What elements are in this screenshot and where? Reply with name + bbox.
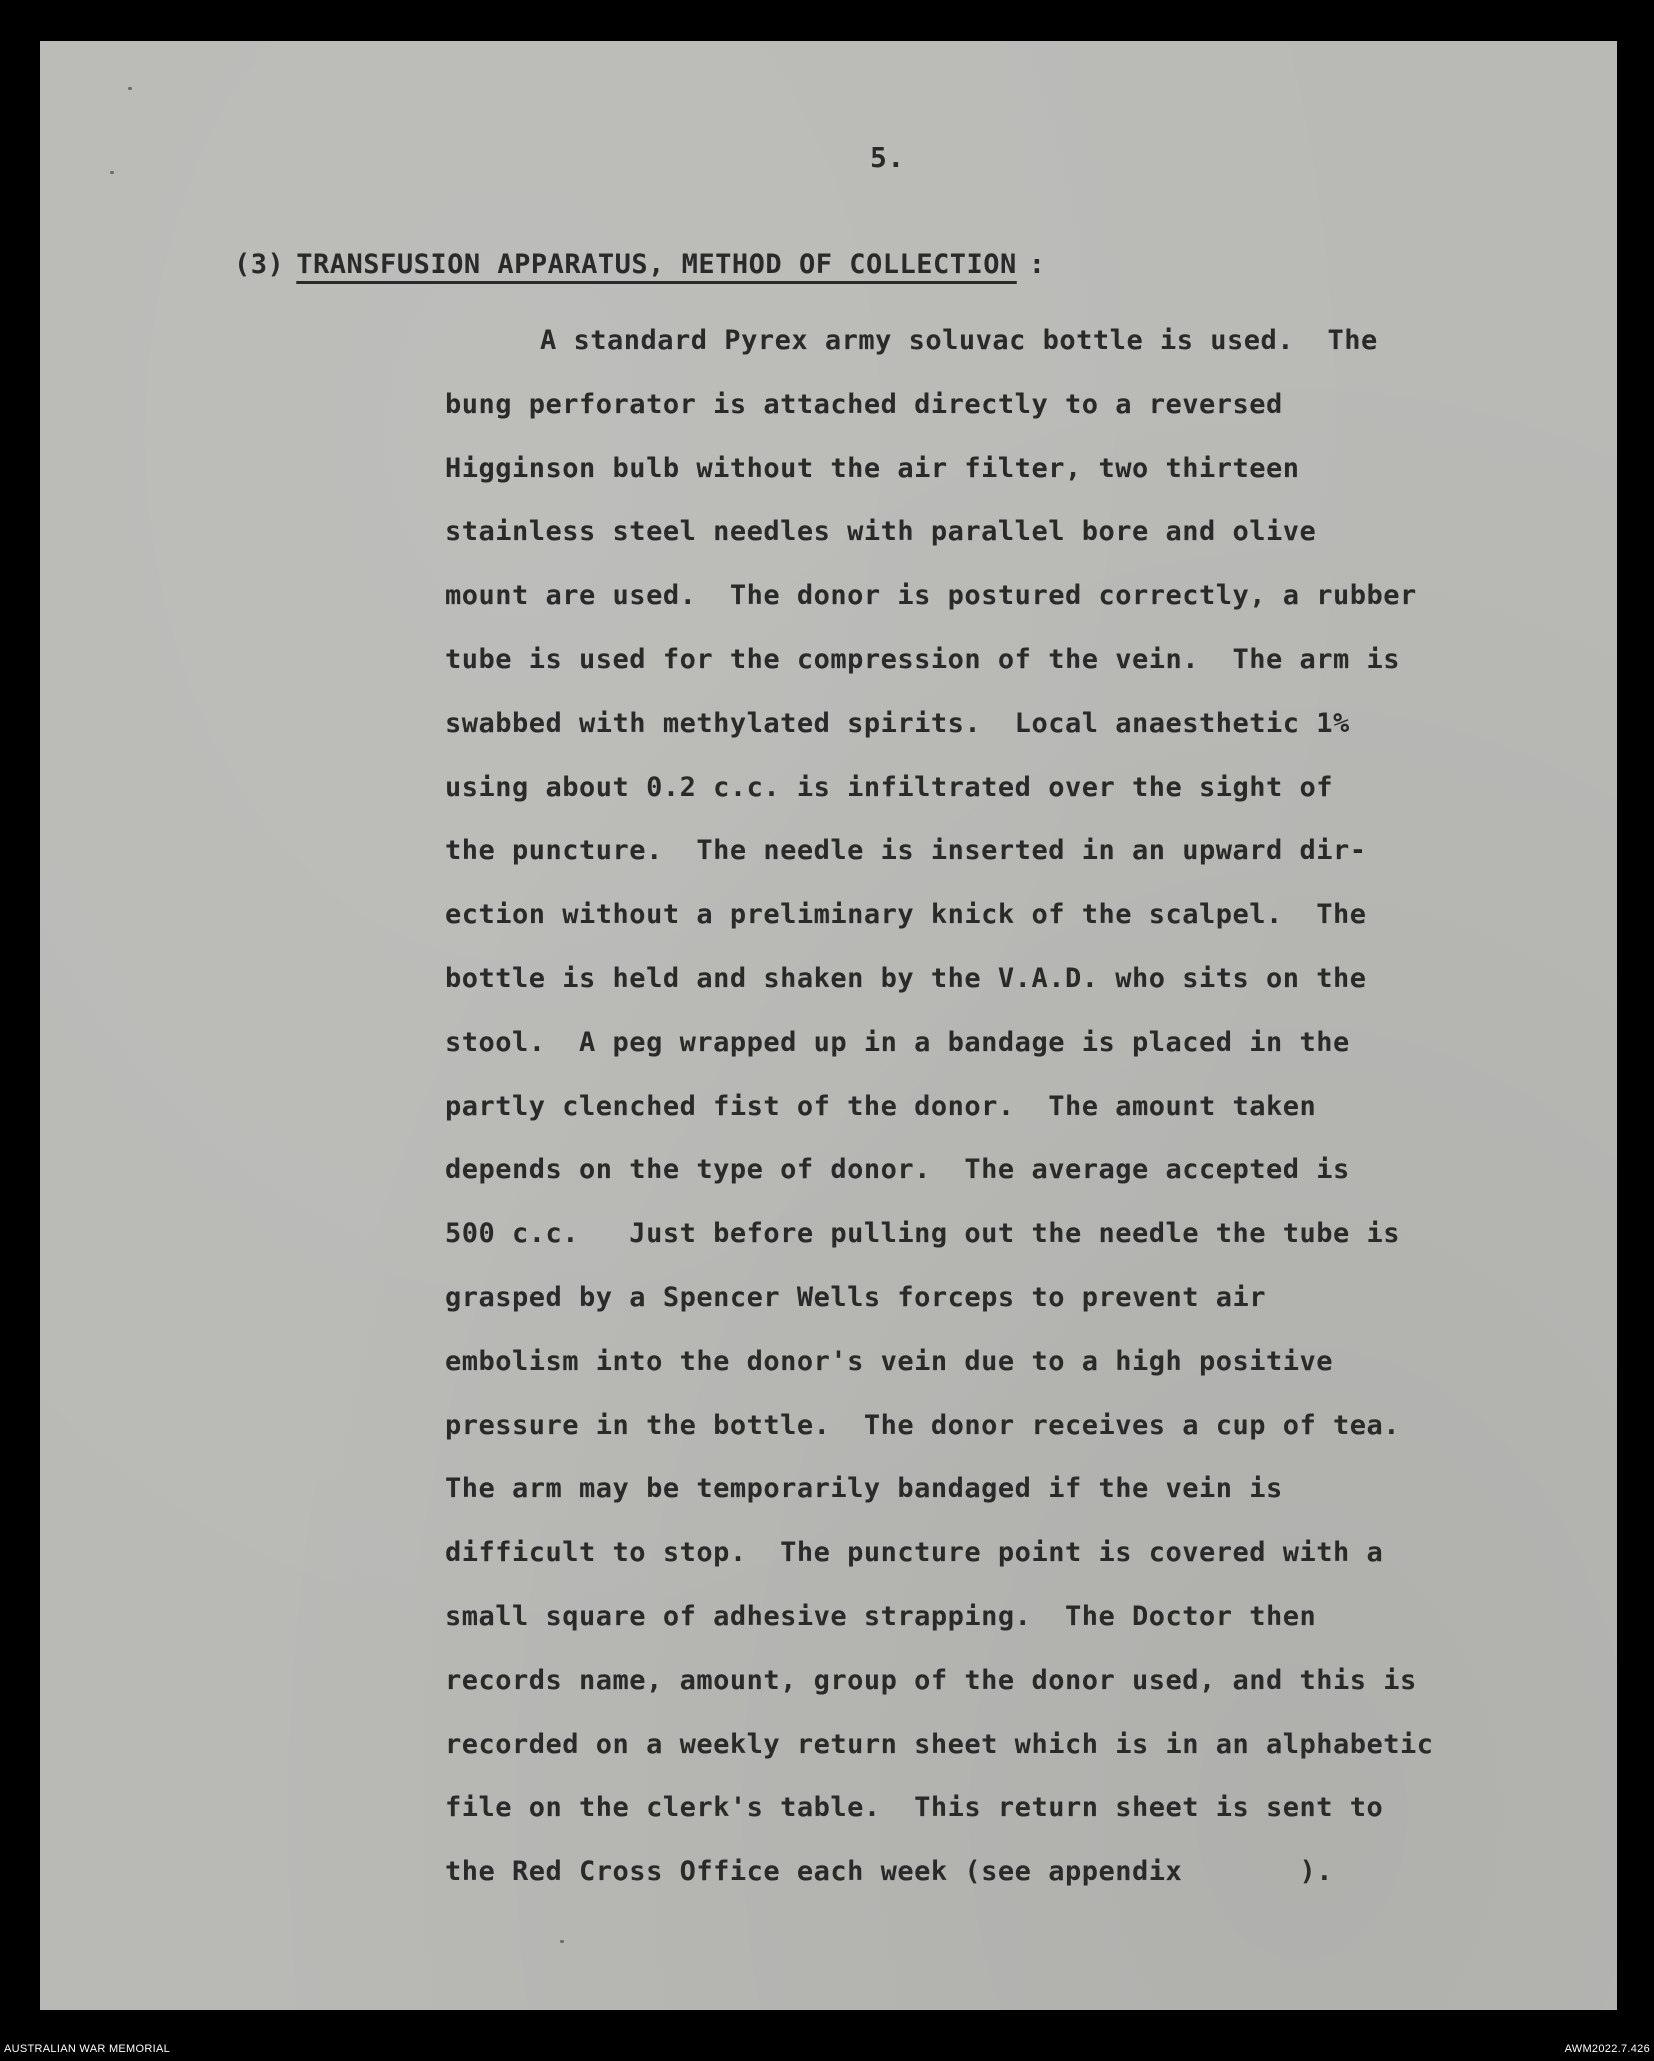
section-title: TRANSFUSION APPARATUS, METHOD OF COLLECTION (296, 249, 1017, 280)
body-line: file on the clerk's table. This return sheet is sent to (445, 1792, 1384, 1824)
body-line: embolism into the donor's vein due to a high positive (445, 1345, 1334, 1377)
body-line: small square of adhesive strapping. The Doctor then (445, 1600, 1317, 1632)
body-line: grasped by a Spencer Wells forceps to prevent air (445, 1281, 1267, 1313)
body-line: using about 0.2 c.c. is infiltrated over the sight of (445, 771, 1334, 803)
body-line: depends on the type of donor. The average accepted is (445, 1154, 1350, 1186)
body-line: swabbed with methylated spirits. Local anaesthetic 1% (445, 707, 1350, 739)
paper-mark (560, 1940, 564, 1943)
body-line: recorded on a weekly return sheet which is in an alphabetic (445, 1728, 1434, 1760)
body-line: The arm may be temporarily bandaged if the vein is (445, 1473, 1283, 1505)
body-line: pressure in the bottle. The donor receives a cup of tea. (445, 1409, 1401, 1441)
body-line: ection without a preliminary knick of the scalpel. The (445, 899, 1367, 931)
body-line: bottle is held and shaken by the V.A.D. who sits on the (445, 962, 1367, 994)
body-paragraph (445, 309, 1605, 1904)
body-line: the Red Cross Office each week (see appendix ). (445, 1856, 1334, 1888)
paper-mark (110, 171, 114, 174)
body-line: partly clenched fist of the donor. The amount taken (445, 1090, 1317, 1122)
body-line: stool. A peg wrapped up in a bandage is placed in the (445, 1026, 1350, 1058)
body-line: records name, amount, group of the donor used, and this is (445, 1664, 1417, 1696)
section-number: (3) (234, 249, 285, 280)
body-line: stainless steel needles with parallel bore and olive (445, 516, 1317, 548)
body-line: difficult to stop. The puncture point is covered with a (445, 1537, 1384, 1569)
body-line: the puncture. The needle is inserted in an upward dir- (445, 835, 1367, 867)
body-line: tube is used for the compression of the vein. The arm is (445, 643, 1401, 675)
paper-mark (128, 87, 132, 90)
section-heading (234, 249, 1046, 280)
section-colon: : (1028, 249, 1046, 280)
body-line: mount are used. The donor is postured correctly, a rubber (445, 580, 1417, 612)
body-line: 500 c.c. Just before pulling out the needle the tube is (445, 1218, 1401, 1250)
archive-reference: AWM2022.7.426 (1564, 2043, 1650, 2055)
body-line: bung perforator is attached directly to a reversed (445, 388, 1283, 420)
archive-credit: AUSTRALIAN WAR MEMORIAL (4, 2043, 171, 2055)
body-line: A standard Pyrex army soluvac bottle is used. The (540, 325, 1378, 356)
body-line: Higginson bulb without the air filter, two thirteen (445, 452, 1300, 484)
page-number: 5. (870, 141, 905, 174)
document-page (40, 41, 1617, 2010)
